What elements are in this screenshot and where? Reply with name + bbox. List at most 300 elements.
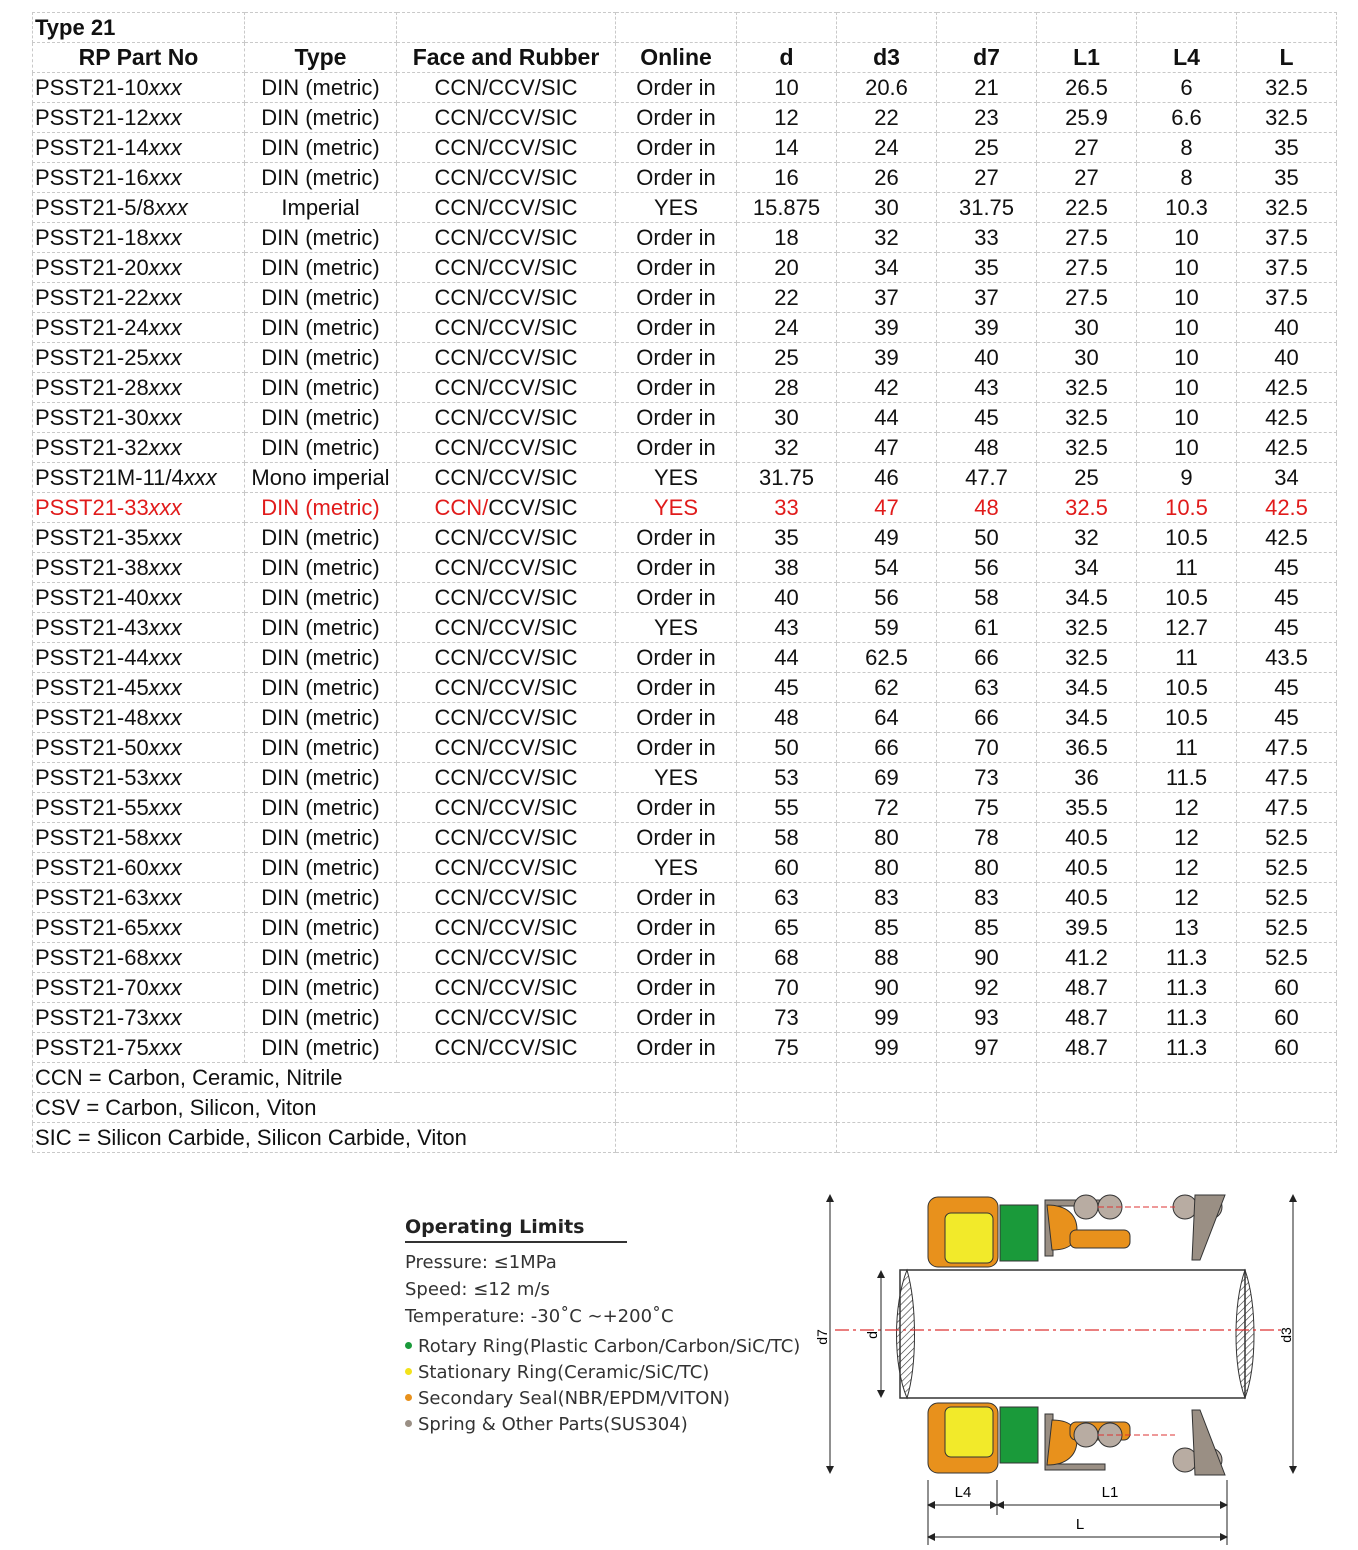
table-row: [33, 913, 1337, 943]
part-number: PSST21-40: [35, 585, 149, 610]
cell-type: DIN (metric): [245, 253, 397, 283]
legend-dot-icon: [405, 1368, 412, 1375]
column-header: RP Part No: [33, 43, 245, 73]
cell-l: 47.5: [1237, 763, 1337, 793]
cell-l1: 27: [1037, 133, 1137, 163]
table-row: [33, 883, 1337, 913]
spec-table: [32, 12, 1337, 1153]
part-number: PSST21-60: [35, 855, 149, 880]
cell-d7: 97: [937, 1033, 1037, 1063]
cell-l4: 6.6: [1137, 103, 1237, 133]
cell-type: DIN (metric): [245, 1033, 397, 1063]
cell-l4: 10: [1137, 373, 1237, 403]
cell-type: DIN (metric): [245, 703, 397, 733]
cell-d7: 47.7: [937, 463, 1037, 493]
column-header: d7: [937, 43, 1037, 73]
cell-type: DIN (metric): [245, 283, 397, 313]
cell-d: 75: [737, 1033, 837, 1063]
table-row: [33, 703, 1337, 733]
cell-face: CCN/CCV/SIC: [397, 973, 616, 1003]
cell-d3: 99: [837, 1033, 937, 1063]
cell-type: DIN (metric): [245, 853, 397, 883]
cell-d7: 66: [937, 643, 1037, 673]
cell-type: DIN (metric): [245, 673, 397, 703]
cell-l: 42.5: [1237, 493, 1337, 523]
shaft: [835, 1270, 1285, 1398]
part-number: PSST21-63: [35, 885, 149, 910]
cell-d7: 50: [937, 523, 1037, 553]
part-number-cell: [33, 223, 245, 253]
cell-d7: 75: [937, 793, 1037, 823]
operating-limits: [405, 1216, 825, 1438]
cell-online: Order in: [616, 583, 737, 613]
cell-l1: 34.5: [1037, 673, 1137, 703]
empty-cell: [837, 1063, 937, 1093]
legend-item: [405, 1334, 825, 1360]
cell-online: Order in: [616, 133, 737, 163]
cell-l1: 32.5: [1037, 373, 1137, 403]
material-legend: [405, 1334, 825, 1438]
part-number: PSST21-48: [35, 705, 149, 730]
cell-d7: 73: [937, 763, 1037, 793]
cell-d: 44: [737, 643, 837, 673]
cell-online: Order in: [616, 343, 737, 373]
part-number: PSST21-10: [35, 75, 149, 100]
cell-l1: 30: [1037, 313, 1137, 343]
cell-type: DIN (metric): [245, 643, 397, 673]
cell-l: 45: [1237, 673, 1337, 703]
part-number: PSST21-35: [35, 525, 149, 550]
cell-face: CCN/CCV/SIC: [397, 913, 616, 943]
d3-label: d3: [1278, 1327, 1294, 1343]
cell-type: DIN (metric): [245, 523, 397, 553]
part-number-cell: [33, 1003, 245, 1033]
cell-l4: 11.3: [1137, 1033, 1237, 1063]
cell-face: CCN/CCV/SIC: [397, 523, 616, 553]
empty-cell: [1037, 13, 1137, 43]
cell-face: CCN/CCV/SIC: [397, 1033, 616, 1063]
part-number: PSST21-33: [35, 495, 149, 520]
part-number: PSST21-20: [35, 255, 149, 280]
empty-cell: [1137, 1093, 1237, 1123]
cell-l: 52.5: [1237, 883, 1337, 913]
table-row: [33, 463, 1337, 493]
table-row: [33, 493, 1337, 523]
cell-d7: 23: [937, 103, 1037, 133]
part-number: PSST21-50: [35, 735, 149, 760]
part-suffix: xxx: [148, 975, 182, 1000]
sheet-title: Type 21: [33, 13, 245, 43]
cell-d7: 93: [937, 1003, 1037, 1033]
cell-l1: 40.5: [1037, 853, 1137, 883]
cell-d3: 64: [837, 703, 937, 733]
cell-l4: 10.5: [1137, 703, 1237, 733]
cell-type: Mono imperial: [245, 463, 397, 493]
part-number: PSST21-18: [35, 225, 149, 250]
cell-type: DIN (metric): [245, 913, 397, 943]
part-number: PSST21-65: [35, 915, 149, 940]
table-row: [33, 673, 1337, 703]
cell-online: YES: [616, 613, 737, 643]
part-number: PSST21-32: [35, 435, 149, 460]
column-header: L: [1237, 43, 1337, 73]
cell-d7: 56: [937, 553, 1037, 583]
cell-d3: 46: [837, 463, 937, 493]
cell-online: Order in: [616, 1033, 737, 1063]
part-suffix: xxx: [148, 945, 182, 970]
cell-l: 32.5: [1237, 73, 1337, 103]
table-row: [33, 373, 1337, 403]
title-row: [33, 13, 1337, 43]
cell-online: YES: [616, 493, 737, 523]
cell-d3: 90: [837, 973, 937, 1003]
cell-d3: 24: [837, 133, 937, 163]
cell-d: 50: [737, 733, 837, 763]
legend-item: [405, 1412, 825, 1438]
cell-d: 68: [737, 943, 837, 973]
table-row: [33, 523, 1337, 553]
table-row: [33, 343, 1337, 373]
cell-type: Imperial: [245, 193, 397, 223]
table-row: [33, 193, 1337, 223]
part-number-cell: [33, 523, 245, 553]
cell-l1: 25.9: [1037, 103, 1137, 133]
empty-cell: [1237, 1093, 1337, 1123]
empty-cell: [616, 1093, 737, 1123]
cell-d3: 37: [837, 283, 937, 313]
part-number: PSST21-5/8: [35, 195, 155, 220]
cell-d: 22: [737, 283, 837, 313]
spec-sheet: [32, 12, 1337, 1153]
part-suffix: xxx: [154, 195, 188, 220]
cell-type: DIN (metric): [245, 943, 397, 973]
cell-l: 42.5: [1237, 433, 1337, 463]
cell-face: CCN/CCV/SIC: [397, 823, 616, 853]
cell-face: CCN/CCV/SIC: [397, 583, 616, 613]
part-suffix: xxx: [148, 885, 182, 910]
cell-d7: 92: [937, 973, 1037, 1003]
part-number-cell: [33, 673, 245, 703]
part-number-cell: [33, 403, 245, 433]
empty-cell: [1237, 1123, 1337, 1153]
cell-face: CCN/CCV/SIC: [397, 1003, 616, 1033]
legend-dot-icon: [405, 1420, 412, 1427]
part-number-cell: [33, 583, 245, 613]
empty-cell: [837, 1123, 937, 1153]
cell-d7: 66: [937, 703, 1037, 733]
cell-d: 12: [737, 103, 837, 133]
cell-face: CCN/CCV/SIC: [397, 313, 616, 343]
cell-online: YES: [616, 463, 737, 493]
part-number-cell: [33, 73, 245, 103]
speed-limit: Speed: ≤12 m/s: [405, 1279, 550, 1300]
empty-cell: [937, 1063, 1037, 1093]
cell-online: Order in: [616, 223, 737, 253]
cell-l4: 11: [1137, 733, 1237, 763]
cell-d3: 49: [837, 523, 937, 553]
cell-type: DIN (metric): [245, 553, 397, 583]
upper-seal-section: [928, 1195, 1225, 1267]
cell-d3: 42: [837, 373, 937, 403]
empty-cell: [616, 13, 737, 43]
seal-cross-section-diagram: [815, 1185, 1315, 1550]
d7-label: d7: [815, 1329, 830, 1345]
part-suffix: xxx: [148, 75, 182, 100]
cell-face: CCN/CCV/SIC: [397, 133, 616, 163]
cell-face: CCN/CCV/SIC: [397, 553, 616, 583]
cell-type: DIN (metric): [245, 223, 397, 253]
part-number-cell: [33, 1033, 245, 1063]
cell-l1: 32.5: [1037, 493, 1137, 523]
cell-l: 35: [1237, 163, 1337, 193]
part-suffix: xxx: [148, 435, 182, 460]
lower-seal-section: [928, 1403, 1225, 1475]
part-suffix: xxx: [148, 1005, 182, 1030]
cell-d3: 22: [837, 103, 937, 133]
cell-d7: 27: [937, 163, 1037, 193]
empty-cell: [616, 1063, 737, 1093]
part-number-cell: [33, 103, 245, 133]
part-number: PSST21-14: [35, 135, 149, 160]
cell-online: YES: [616, 763, 737, 793]
part-number-cell: [33, 973, 245, 1003]
empty-cell: [1037, 1093, 1137, 1123]
empty-cell: [737, 1093, 837, 1123]
cell-l4: 10.5: [1137, 523, 1237, 553]
cell-d: 58: [737, 823, 837, 853]
cell-d3: 80: [837, 823, 937, 853]
legend-dot-icon: [405, 1394, 412, 1401]
part-number-cell: [33, 553, 245, 583]
empty-cell: [1037, 1123, 1137, 1153]
cell-l1: 48.7: [1037, 1003, 1137, 1033]
cell-online: Order in: [616, 373, 737, 403]
cell-type: DIN (metric): [245, 133, 397, 163]
cell-d7: 90: [937, 943, 1037, 973]
cell-type: DIN (metric): [245, 973, 397, 1003]
cell-d: 15.875: [737, 193, 837, 223]
part-number: PSST21-75: [35, 1035, 149, 1060]
cell-type: DIN (metric): [245, 733, 397, 763]
part-number-cell: [33, 193, 245, 223]
part-number-cell: [33, 793, 245, 823]
cell-d: 30: [737, 403, 837, 433]
empty-cell: [1137, 1123, 1237, 1153]
cell-l1: 35.5: [1037, 793, 1137, 823]
part-number-cell: [33, 853, 245, 883]
cell-l: 32.5: [1237, 193, 1337, 223]
cell-l4: 11.3: [1137, 943, 1237, 973]
part-number: PSST21-45: [35, 675, 149, 700]
part-number: PSST21-22: [35, 285, 149, 310]
cell-online: YES: [616, 853, 737, 883]
cell-d: 20: [737, 253, 837, 283]
cell-l: 52.5: [1237, 943, 1337, 973]
cell-l4: 10: [1137, 403, 1237, 433]
cell-d: 35: [737, 523, 837, 553]
cell-d7: 39: [937, 313, 1037, 343]
cell-d: 53: [737, 763, 837, 793]
table-row: [33, 793, 1337, 823]
cell-l: 52.5: [1237, 823, 1337, 853]
column-header: Type: [245, 43, 397, 73]
cell-l4: 11.5: [1137, 763, 1237, 793]
part-suffix: xxx: [148, 795, 182, 820]
cell-face: CCN/CCV/SIC: [397, 853, 616, 883]
cell-face: CCN/CCV/SIC: [397, 163, 616, 193]
cell-d7: 25: [937, 133, 1037, 163]
cell-l4: 9: [1137, 463, 1237, 493]
cell-face: CCN/CCV/SIC: [397, 373, 616, 403]
legend-item: [405, 1360, 825, 1386]
cell-type: DIN (metric): [245, 613, 397, 643]
part-suffix: xxx: [148, 105, 182, 130]
cell-d7: 45: [937, 403, 1037, 433]
cell-l: 42.5: [1237, 523, 1337, 553]
cell-d7: 43: [937, 373, 1037, 403]
column-header: L1: [1037, 43, 1137, 73]
cell-d3: 47: [837, 493, 937, 523]
cell-d3: 39: [837, 313, 937, 343]
cell-d3: 85: [837, 913, 937, 943]
part-suffix: xxx: [148, 585, 182, 610]
part-number-cell: [33, 763, 245, 793]
part-suffix: xxx: [148, 525, 182, 550]
cell-face: CCN/CCV/SIC: [397, 943, 616, 973]
empty-cell: [937, 1093, 1037, 1123]
part-number: PSST21-25: [35, 345, 149, 370]
cell-l: 42.5: [1237, 403, 1337, 433]
cell-d: 40: [737, 583, 837, 613]
cell-type: DIN (metric): [245, 763, 397, 793]
legend-dot-icon: [405, 1342, 412, 1349]
cell-d3: 54: [837, 553, 937, 583]
cell-l1: 30: [1037, 343, 1137, 373]
table-row: [33, 613, 1337, 643]
part-number: PSST21-58: [35, 825, 149, 850]
part-suffix: xxx: [148, 855, 182, 880]
cell-d3: 39: [837, 343, 937, 373]
cell-d: 43: [737, 613, 837, 643]
cell-online: Order in: [616, 793, 737, 823]
empty-cell: [737, 1063, 837, 1093]
cell-l4: 10: [1137, 283, 1237, 313]
part-number-cell: [33, 433, 245, 463]
cell-face: CCN/CCV/SIC: [397, 883, 616, 913]
cell-face: CCN/CCV/SIC: [397, 193, 616, 223]
cell-d: 70: [737, 973, 837, 1003]
cell-l4: 12: [1137, 853, 1237, 883]
cell-type: DIN (metric): [245, 373, 397, 403]
part-suffix: xxx: [148, 765, 182, 790]
part-number-cell: [33, 613, 245, 643]
part-number-cell: [33, 913, 245, 943]
part-suffix: xxx: [148, 915, 182, 940]
part-number-cell: [33, 643, 245, 673]
cell-online: Order in: [616, 73, 737, 103]
abbreviation-note: CCN = Carbon, Ceramic, Nitrile: [33, 1063, 616, 1093]
cell-face: CCN/CCV/SIC: [397, 703, 616, 733]
part-suffix: xxx: [148, 285, 182, 310]
cell-l1: 34.5: [1037, 703, 1137, 733]
empty-cell: [1037, 1063, 1137, 1093]
cell-d: 45: [737, 673, 837, 703]
table-row: [33, 1003, 1337, 1033]
cell-type: DIN (metric): [245, 433, 397, 463]
cell-d7: 58: [937, 583, 1037, 613]
empty-cell: [737, 13, 837, 43]
cell-d3: 83: [837, 883, 937, 913]
part-number: PSST21-24: [35, 315, 149, 340]
cell-online: Order in: [616, 943, 737, 973]
cell-d7: 83: [937, 883, 1037, 913]
column-header: d: [737, 43, 837, 73]
part-number-cell: [33, 733, 245, 763]
cell-d7: 35: [937, 253, 1037, 283]
cell-l4: 12: [1137, 823, 1237, 853]
part-number: PSST21-68: [35, 945, 149, 970]
part-number: PSST21-43: [35, 615, 149, 640]
part-number: PSST21-28: [35, 375, 149, 400]
cell-online: Order in: [616, 523, 737, 553]
cell-face: CCN/CCV/SIC: [397, 733, 616, 763]
part-number-cell: [33, 133, 245, 163]
part-number: PSST21-70: [35, 975, 149, 1000]
cell-l4: 8: [1137, 163, 1237, 193]
part-number-cell: [33, 163, 245, 193]
part-suffix: xxx: [148, 495, 182, 520]
cell-face: CCN/CCV/SIC: [397, 223, 616, 253]
part-number-cell: [33, 313, 245, 343]
l-label: L: [1075, 1516, 1085, 1533]
cell-l: 60: [1237, 1003, 1337, 1033]
empty-cell: [1137, 13, 1237, 43]
empty-cell: [1237, 1063, 1337, 1093]
cell-l: 40: [1237, 343, 1337, 373]
cell-d3: 62.5: [837, 643, 937, 673]
part-number-cell: [33, 283, 245, 313]
note-row: [33, 1063, 1337, 1093]
abbreviation-note: SIC = Silicon Carbide, Silicon Carbide, Viton: [33, 1123, 616, 1153]
legend-label: Secondary Seal(NBR/EPDM/VITON): [418, 1388, 730, 1409]
cell-l: 45: [1237, 613, 1337, 643]
cell-face: CCN/CCV/SIC: [397, 433, 616, 463]
table-row: [33, 313, 1337, 343]
part-number: PSST21-73: [35, 1005, 149, 1030]
cell-d7: 85: [937, 913, 1037, 943]
cell-d7: 48: [937, 433, 1037, 463]
cell-d7: 63: [937, 673, 1037, 703]
cell-d: 10: [737, 73, 837, 103]
cell-d7: 37: [937, 283, 1037, 313]
cell-d7: 31.75: [937, 193, 1037, 223]
cell-l: 37.5: [1237, 253, 1337, 283]
cell-l4: 8: [1137, 133, 1237, 163]
cell-d7: 48: [937, 493, 1037, 523]
part-suffix: xxx: [148, 1035, 182, 1060]
part-number: PSST21-38: [35, 555, 149, 580]
table-row: [33, 733, 1337, 763]
part-number: PSST21-55: [35, 795, 149, 820]
cell-d7: 78: [937, 823, 1037, 853]
empty-cell: [937, 1123, 1037, 1153]
cell-l1: 40.5: [1037, 883, 1137, 913]
cell-l4: 6: [1137, 73, 1237, 103]
cell-type: DIN (metric): [245, 823, 397, 853]
cell-d: 33: [737, 493, 837, 523]
cell-online: Order in: [616, 973, 737, 1003]
cell-online: Order in: [616, 553, 737, 583]
